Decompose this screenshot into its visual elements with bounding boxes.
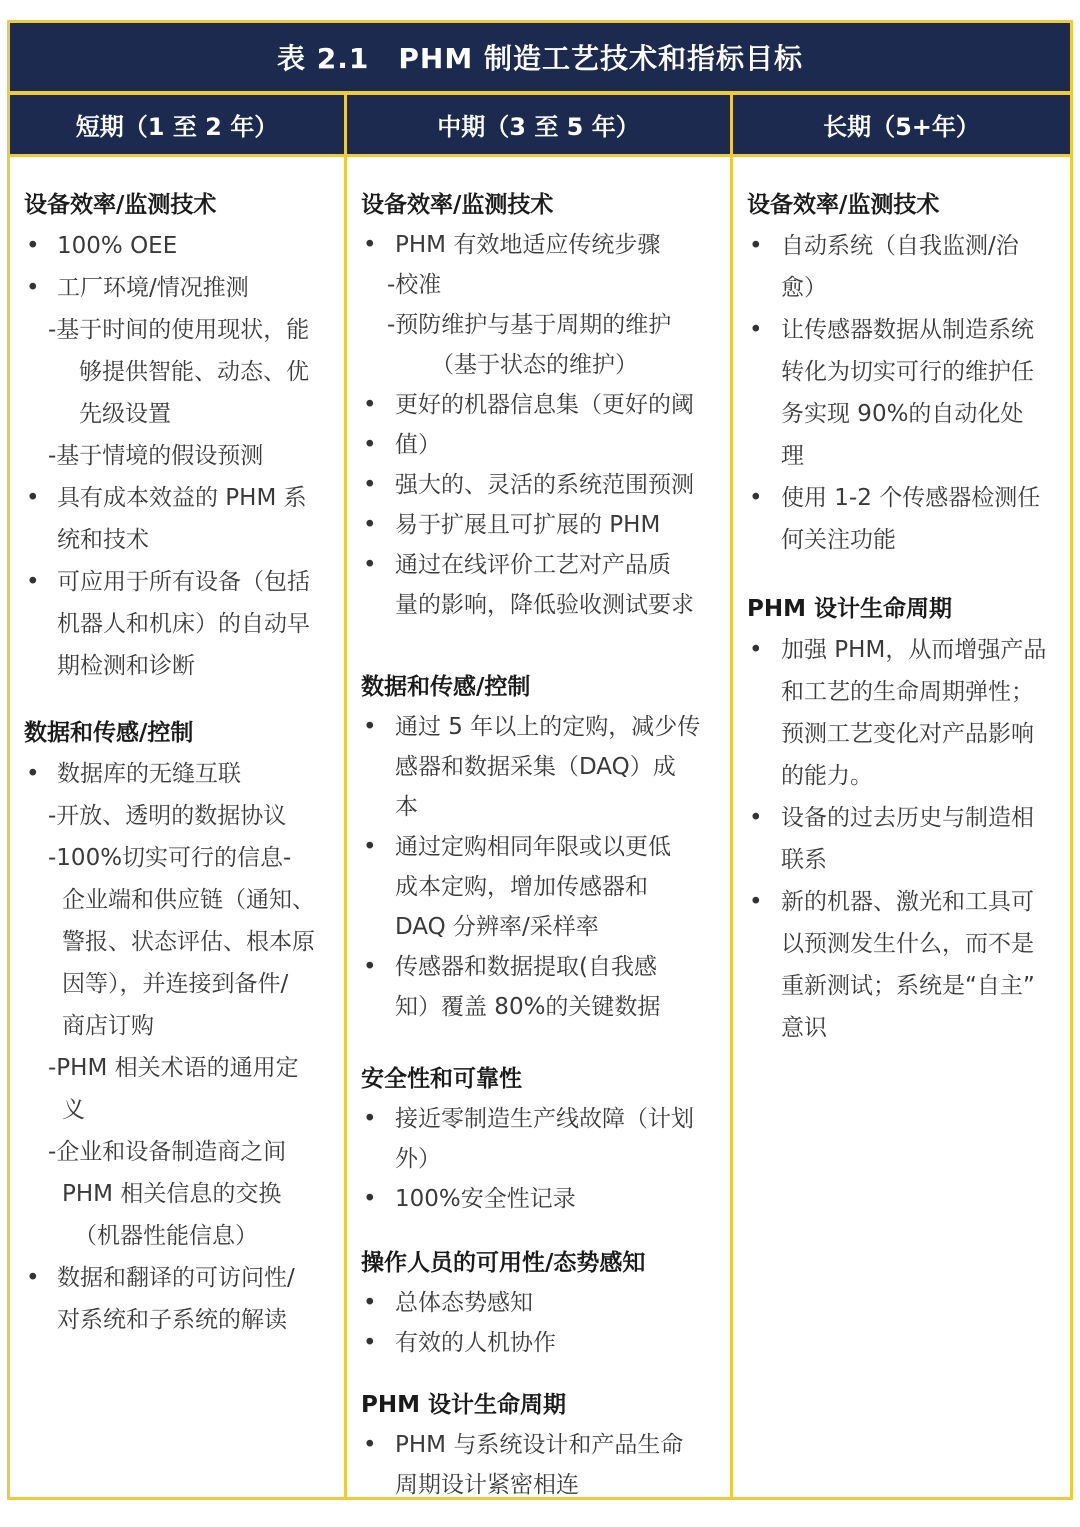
list-item: 够提供智能、动态、优	[79, 359, 309, 385]
mid-operator-section	[361, 1243, 725, 1363]
list-item: • 具有成本效益的 PHM 系	[24, 477, 340, 519]
list-item: 企业端和供应链（通知、	[62, 887, 315, 913]
list-item: 愈）	[781, 275, 827, 301]
phm-targets-table	[7, 20, 1073, 1500]
section-title: 设备效率/监测技术	[24, 192, 217, 218]
list-item: 转化为切实可行的维护任	[781, 359, 1034, 385]
list-item: 以预测发生什么，而不是	[781, 931, 1034, 957]
section-title: 操作人员的可用性/态势感知	[361, 1250, 646, 1276]
section-title: 设备效率/监测技术	[747, 192, 940, 218]
list-item: 机器人和机床）的自动早	[57, 611, 310, 637]
list-item: • 设备的过去历史与制造相	[747, 797, 1065, 839]
list-item: • PHM 有效地适应传统步骤	[361, 225, 725, 265]
list-item: • 通过 5 年以上的定购，减少传	[361, 707, 725, 747]
list-item: PHM 相关信息的交换	[62, 1181, 282, 1207]
section-title: 设备效率/监测技术	[361, 192, 554, 218]
list-item: 知）覆盖 80%的关键数据	[395, 994, 661, 1020]
list-item: -基于情境的假设预测	[48, 443, 264, 469]
section-title: 数据和传感/控制	[24, 720, 194, 746]
list-item: 预测工艺变化对产品影响	[781, 721, 1034, 747]
list-item: • 通过定购相同年限或以更低	[361, 827, 725, 867]
list-item: 和工艺的生命周期弹性；	[781, 679, 1034, 705]
list-item: 务实现 90%的自动化处	[781, 401, 1024, 427]
list-item: 本	[395, 794, 418, 820]
mid-term-column	[361, 157, 725, 1497]
list-item: -100%切实可行的信息-	[48, 845, 292, 871]
column-divider	[730, 95, 733, 1497]
long-equipment-section	[747, 185, 1065, 561]
list-item: -开放、透明的数据协议	[48, 803, 287, 829]
list-item: 的能力。	[781, 763, 873, 789]
short-term-column	[24, 157, 340, 1497]
list-item: • 自动系统（自我监测/治	[747, 225, 1065, 267]
list-item: 成本定购，增加传感器和	[395, 874, 648, 900]
list-item: • 通过在线评价工艺对产品质	[361, 545, 725, 585]
list-item: • 100%安全性记录	[361, 1179, 725, 1219]
list-item: • 加强 PHM，从而增强产品	[747, 629, 1065, 671]
list-item: • 数据和翻译的可访问性/	[24, 1257, 340, 1299]
section-title: PHM 设计生命周期	[361, 1392, 567, 1418]
long-term-column	[747, 157, 1065, 1497]
list-item: -企业和设备制造商之间	[48, 1139, 287, 1165]
list-item: • 总体态势感知	[361, 1283, 725, 1323]
list-item: -校准	[387, 272, 442, 298]
mid-lifecycle-section	[361, 1385, 725, 1505]
list-item: 量的影响，降低验收测试要求	[395, 592, 694, 618]
list-item: • 新的机器、激光和工具可	[747, 881, 1065, 923]
list-item: 外）	[395, 1146, 441, 1172]
list-item: 期检测和诊断	[57, 653, 195, 679]
list-item: 理	[781, 443, 804, 469]
list-item: • 可应用于所有设备（包括	[24, 561, 340, 603]
mid-equipment-section	[361, 185, 725, 625]
list-item: 意识	[781, 1015, 827, 1041]
list-item: 感器和数据采集（DAQ）成	[395, 754, 676, 780]
list-item	[361, 425, 725, 465]
list-item: （机器性能信息）	[74, 1223, 258, 1249]
list-item-text: 值）	[395, 432, 441, 458]
list-item: DAQ 分辨率/采样率	[395, 914, 599, 940]
list-item: • 100% OEE	[24, 225, 340, 267]
mid-safety-section	[361, 1059, 725, 1219]
list-item: 联系	[781, 847, 827, 873]
list-item: • PHM 与系统设计和产品生命	[361, 1425, 725, 1465]
list-item: 统和技术	[57, 527, 149, 553]
list-item: 何关注功能	[781, 527, 896, 553]
list-item: 因等），并连接到备件/	[62, 971, 289, 997]
list-item: • 接近零制造生产线故障（计划	[361, 1099, 725, 1139]
list-item: • 有效的人机协作	[361, 1323, 725, 1363]
list-item: • 使用 1-2 个传感器检测任	[747, 477, 1065, 519]
header-long-term: 长期（5+年）	[733, 95, 1070, 157]
list-item: • 更好的机器信息集（更好的阈	[361, 385, 725, 425]
header-short-term: 短期（1 至 2 年）	[10, 95, 344, 157]
column-divider	[344, 95, 347, 1497]
short-equipment-section	[24, 185, 340, 687]
short-data-section	[24, 713, 340, 1341]
list-item: 对系统和子系统的解读	[57, 1307, 287, 1333]
list-item: 重新测试；系统是“自主”	[781, 973, 1035, 999]
list-item: 先级设置	[79, 401, 171, 427]
table-title: 表 2.1 PHM 制造工艺技术和指标目标	[10, 23, 1070, 95]
section-title: PHM 设计生命周期	[747, 596, 953, 622]
header-mid-term: 中期（3 至 5 年）	[347, 95, 730, 157]
long-lifecycle-section	[747, 589, 1065, 1049]
list-item: 商店订购	[62, 1013, 154, 1039]
list-item: • 强大的、灵活的系统范围预测	[361, 465, 725, 505]
list-item: • 易于扩展且可扩展的 PHM	[361, 505, 725, 545]
list-item: • 让传感器数据从制造系统	[747, 309, 1065, 351]
section-title: 数据和传感/控制	[361, 674, 531, 700]
list-item: -基于时间的使用现状，能	[48, 317, 310, 343]
list-item: • 数据库的无缝互联	[24, 753, 340, 795]
list-item: -PHM 相关术语的通用定	[48, 1055, 299, 1081]
list-item: -预防维护与基于周期的维护	[387, 312, 672, 338]
list-item: 警报、状态评估、根本原	[62, 929, 315, 955]
list-item: • 传感器和数据提取(自我感	[361, 947, 725, 987]
mid-data-section	[361, 667, 725, 1027]
list-item: 义	[62, 1097, 85, 1123]
section-title: 安全性和可靠性	[361, 1066, 522, 1092]
list-item: • 工厂环境/情况推测	[24, 267, 340, 309]
list-item: （基于状态的维护）	[431, 352, 638, 378]
list-item: 周期设计紧密相连	[395, 1472, 579, 1498]
